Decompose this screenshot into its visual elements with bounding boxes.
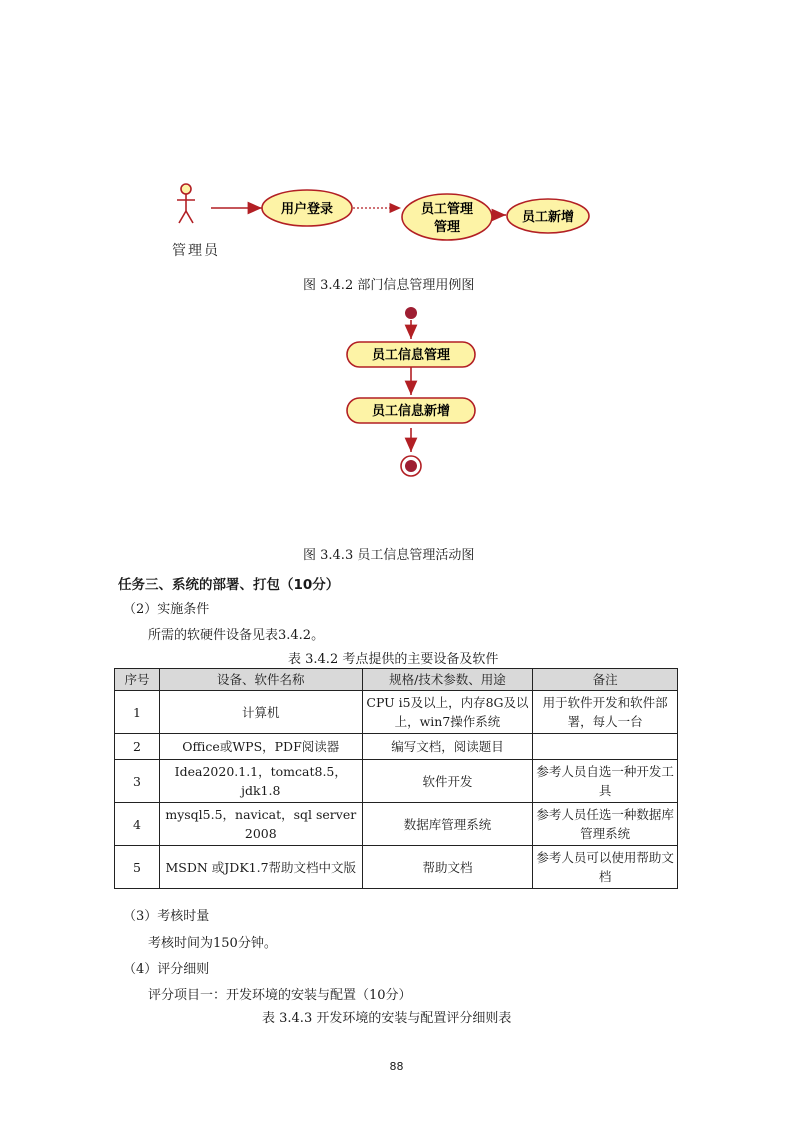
page-number: 88 — [389, 1060, 404, 1073]
item4-body: 评分项目一：开发环境的安装与配置（10分） — [148, 988, 412, 1003]
activity-employee-add-label: 员工信息新增 — [371, 404, 451, 419]
cell-name: mysql5.5，navicat，sql server 2008 — [159, 803, 362, 846]
activity-employee-management-label: 员工信息管理 — [371, 348, 451, 363]
cell-no: 5 — [115, 846, 160, 889]
figure-caption-activity: 图 3.4.3 员工信息管理活动图 — [303, 548, 475, 563]
cell-no: 2 — [115, 734, 160, 760]
cell-note: 参考人员任选一种数据库管理系统 — [533, 803, 678, 846]
table-row — [115, 846, 678, 889]
cell-note — [533, 734, 678, 760]
cell-note: 用于软件开发和软件部署，每人一台 — [533, 691, 678, 734]
cell-spec: 软件开发 — [362, 760, 533, 803]
table-row — [115, 760, 678, 803]
actor-label: 管理员 — [172, 243, 220, 259]
equipment-table — [114, 668, 678, 889]
table-row — [115, 734, 678, 760]
cell-spec: 帮助文档 — [362, 846, 533, 889]
header-name: 设备、软件名称 — [159, 669, 362, 691]
cell-spec: 数据库管理系统 — [362, 803, 533, 846]
cell-no: 1 — [115, 691, 160, 734]
header-no: 序号 — [115, 669, 160, 691]
item3-title: （3）考核时量 — [123, 909, 210, 924]
use-case-employee-management-label2: 管理 — [433, 220, 461, 235]
table-caption-3-4-3: 表 3.4.3 开发环境的安装与配置评分细则表 — [262, 1011, 512, 1026]
header-note: 备注 — [533, 669, 678, 691]
end-node-inner — [405, 460, 417, 472]
use-case-employee-add-label: 员工新增 — [521, 210, 575, 225]
use-case-employee-management-label1: 员工管理 — [420, 202, 474, 217]
item2-title: （2）实施条件 — [123, 602, 210, 617]
cell-no: 3 — [115, 760, 160, 803]
cell-note: 参考人员自选一种开发工具 — [533, 760, 678, 803]
table-row — [115, 691, 678, 734]
cell-name: MSDN 或JDK1.7帮助文档中文版 — [159, 846, 362, 889]
cell-name: Idea2020.1.1，tomcat8.5，jdk1.8 — [159, 760, 362, 803]
item4-title: （4）评分细则 — [123, 962, 210, 977]
table-header-row — [115, 669, 678, 691]
cell-note: 参考人员可以使用帮助文档 — [533, 846, 678, 889]
start-node — [405, 307, 417, 319]
table-row — [115, 803, 678, 846]
item2-body: 所需的软硬件设备见表3.4.2。 — [148, 628, 325, 643]
cell-name: 计算机 — [159, 691, 362, 734]
header-spec: 规格/技术参数、用途 — [362, 669, 533, 691]
item3-body: 考核时间为150分钟。 — [148, 936, 277, 951]
section-heading: 任务三、系统的部署、打包（10分） — [118, 577, 340, 593]
use-case-login-label: 用户登录 — [280, 202, 334, 217]
cell-no: 4 — [115, 803, 160, 846]
cell-name: Office或WPS，PDF阅读器 — [159, 734, 362, 760]
figure-caption-use-case: 图 3.4.2 部门信息管理用例图 — [303, 278, 475, 293]
cell-spec: 编写文档，阅读题目 — [362, 734, 533, 760]
cell-spec: CPU i5及以上，内存8G及以上，win7操作系统 — [362, 691, 533, 734]
activity-diagram — [0, 0, 793, 520]
table-caption: 表 3.4.2 考点提供的主要设备及软件 — [288, 652, 499, 667]
